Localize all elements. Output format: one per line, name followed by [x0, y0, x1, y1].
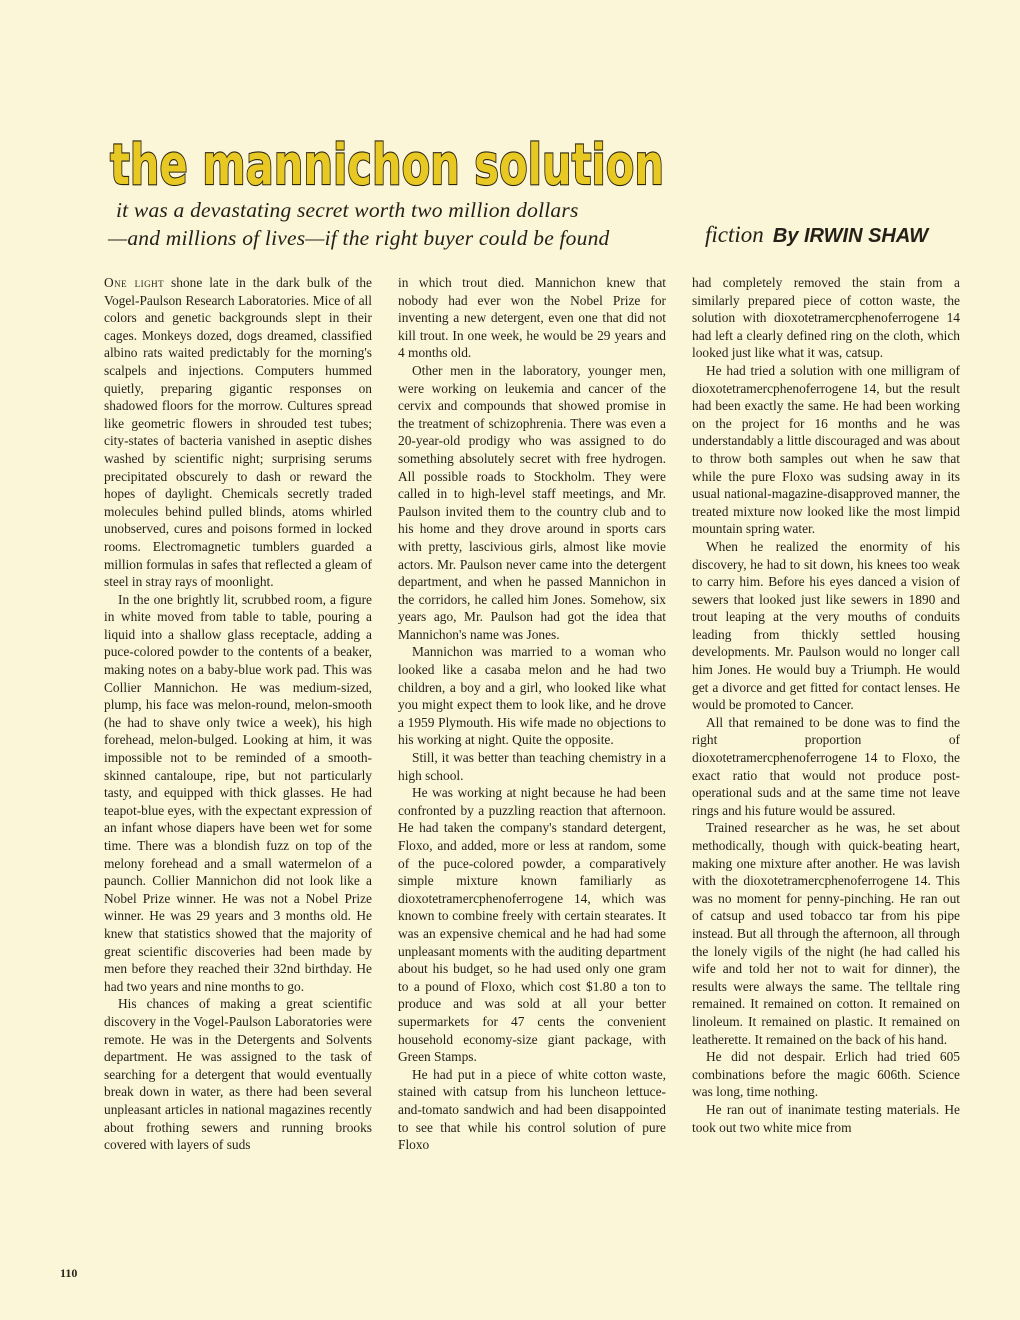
text-column-2 [398, 274, 666, 1284]
paragraph-text: shone late in the dark bulk of the Vogel-Paulson Research Laboratories. Mice of all colors and genetic backgrounds slept in their cages. Monkeys dozed, dogs dreamed, classified albino rats waited predictably for the morning's scalpels and injections. Computers hummed quietly, preparing gigantic responses on shadowed floors for the morrow. Cultures spread like geometric flowers in shrouded test tubes; city-states of bacteria vanished in aseptic dishes washed by scientific night; surprising serums precipitated obscurely to dash or reward the hopes of daylight. Chemicals secretly traded molecules behind pulled blinds, atoms whirled unobserved, cures and poisons formed in locked rooms. Electromagnetic tumblers guarded a million formulas in safes that reflected a gleam of steel in stray rays of moonlight. [104, 275, 372, 590]
text-column-3 [692, 274, 960, 1284]
paragraph: Mannichon was married to a woman who looked like a casaba melon and he had two children, a boy and a girl, who looked like what you might expect them to look like, and he drove a 1959 Plymouth. His wife made no objections to his working at night. Quite the opposite. [398, 644, 666, 748]
article-deck [108, 196, 678, 252]
deck-line-1: it was a devastating secret worth two million dollars [116, 198, 579, 222]
byline [705, 222, 965, 248]
paragraph: All that remained to be done was to find the right proportion of dioxotetramercphenoferrogene 14 to Floxo, the exact ratio that would not produce post-operational suds and at the same time not leave rings and his future would be assured. [692, 714, 960, 818]
paragraph: Other men in the laboratory, younger men, were working on leukemia and cancer of the cervix and compounds that showed promise in the treatment of schizophrenia. There was even a 20-year-old prodigy who was assigned to do something absolutely secret with free hydrogen. All possible roads to Stockholm. They were called in to high-level staff meetings, and Mr. Paulson invited them to the country club and to his home and they drove around in sports cars with pretty, lascivious girls, almost like movie actors. Mr. Paulson never came into the detergent department, and when he passed Mannichon in the corridors, he called him Jones. Somehow, six years ago, Mr. Paulson had got the idea that Mannichon's name was Jones. [398, 362, 666, 642]
paragraph: His chances of making a great scientific discovery in the Vogel-Paulson Laboratories were remote. He was in the Detergents and Solvents department. He was assigned to the task of searching for a detergent that would eventually break down in water, as there had been several unpleasant articles in national magazines recently about frothing sewers and running brooks covered with layers of suds [104, 996, 372, 1153]
paragraph: In the one brightly lit, scrubbed room, a figure in white moved from table to table, pouring a liquid into a shallow glass receptacle, adding a puce-colored powder to the contents of a beaker, making notes on a baby-blue work pad. This was Collier Mannichon. He was medium-sized, plump, his face was melon-round, melon-smooth (he had to shave only twice a week), his high forehead, melon-bulged. Looking at him, it was impossible not to be reminded of a smooth-skinned cantaloupe, ripe, but not particularly tasty, and equipped with thick glasses. He had teapot-blue eyes, with the expectant expression of an infant whose diapers have been wet for some time. There was a blondish fuzz on top of the melony forehead and a small watermelon of a paunch. Collier Mannichon did not look like a Nobel Prize winner. He was not a Nobel Prize winner. He was 29 years and 3 months old. He knew that statistics showed that the majority of great scientific discoveries had been made by men before they reached their 32nd birthday. He had two years and nine months to go. [104, 591, 372, 994]
page-number: 110 [60, 1266, 78, 1280]
paragraph: When he realized the enormity of his discovery, he had to sit down, his knees too weak to carry him. Before his eyes danced a vision of sewers that looked just like sewers in 1890 and trout leaping at the very mouths of conduits leading from thickly settled housing developments. Mr. Paulson would no longer call him Jones. He would buy a Triumph. He would get a divorce and get fitted for contact lenses. He would be promoted to Cancer. [692, 538, 960, 713]
paragraph: Trained researcher as he was, he set about methodically, though with quick-beating heart, making one mixture after another. He was lavish with the dioxotetramercphenoferrogene 14. This was no moment for penny-pinching. He ran out of catsup and used tobacco tar from his pipe instead. But all through the afternoon, all through the lonely vigils of the night (he had called his wife and told her not to wait for dinner), the results were always the same. The telltale ring remained. It remained on cotton. It remained on linoleum. It remained on plastic. It remained on leatherette. It remained on the back of his hand. [692, 820, 960, 1047]
paragraph: He was working at night because he had been confronted by a puzzling reaction that afternoon. He had taken the company's standard detergent, Floxo, and added, more or less at random, some of the puce-colored powder, a comparatively simple mixture known familiarly as dioxotetramercphenoferrogene 14, which was known to combine freely with certain stearates. It was an expensive chemical and he had had some unpleasant moments with the auditing department about his budget, so he had used only one gram to a pound of Floxo, which cost $1.80 a ton to produce and was sold at all your better supermarkets for 47 cents the convenient household economy-size giant package, with Green Stamps. [398, 785, 666, 1065]
paragraph: Still, it was better than teaching chemistry in a high school. [398, 750, 666, 783]
deck-line-2: —and millions of lives—if the right buyer could be found [108, 226, 610, 250]
lead-in: One light [104, 275, 165, 290]
byline-author: By IRWIN SHAW [772, 225, 929, 247]
article-title-text: the mannichon solution [110, 133, 664, 198]
paragraph [104, 274, 372, 591]
title-graphic [108, 134, 668, 196]
paragraph: He had put in a piece of white cotton waste, stained with catsup from his luncheon lettuce-and-tomato sandwich and had been disappointed to see that while his control solution of pure Floxo [398, 1066, 666, 1153]
paragraph: had completely removed the stain from a similarly prepared piece of cotton waste, the solution with dioxotetramercphenoferrogene 14 had left a clearly defined ring on the cloth, which looked just like what it was, catsup. [692, 275, 960, 361]
paragraph: He ran out of inanimate testing materials. He took out two white mice from [692, 1101, 960, 1135]
paragraph: in which trout died. Mannichon knew that nobody had ever won the Nobel Prize for inventing a new detergent, even one that did not kill trout. In one week, he would be 29 years and 4 months old. [398, 275, 666, 361]
paragraph: He did not despair. Erlich had tried 605 combinations before the magic 606th. Science was long, time nothing. [692, 1049, 960, 1100]
byline-label: fiction [705, 222, 764, 247]
text-column-1 [104, 274, 372, 1284]
paragraph: He had tried a solution with one milligram of dioxotetramercphenoferrogene 14, but the result had been exactly the same. He had been working on the project for 16 months and he was understandably a little discouraged and was about to throw both samples out when he saw that while the pure Floxo was sudsing away in its usual national-magazine-disapproved manner, the treated mixture now looked like the most limpid mountain spring water. [692, 362, 960, 537]
article-title [108, 134, 668, 196]
